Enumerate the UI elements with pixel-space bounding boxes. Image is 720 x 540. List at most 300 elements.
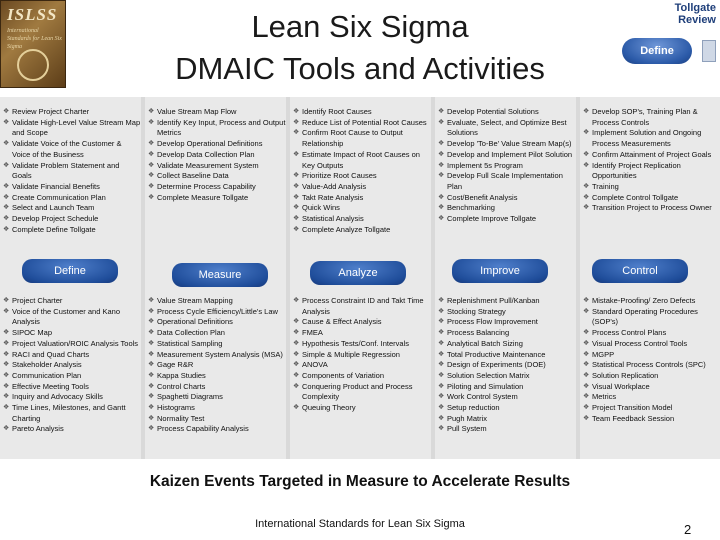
item-text: Process Cycle Efficiency/Little's Law: [157, 306, 278, 316]
bullet-icon: ❖: [438, 361, 445, 369]
title-line-1: Lean Six Sigma: [251, 9, 469, 44]
item-text: Cost/Benefit Analysis: [447, 192, 518, 202]
item-text: Mistake-Proofing/ Zero Defects: [592, 296, 696, 305]
item-text: Identify Project Replication Opportunities: [592, 160, 681, 181]
bullet-icon: ❖: [148, 182, 155, 190]
item-text: Components of Variation: [302, 370, 384, 380]
bullet-icon: ❖: [293, 329, 300, 337]
activity-item: [3, 182, 141, 193]
bullet-icon: ❖: [583, 182, 590, 190]
analyze-tools: [293, 296, 431, 414]
activity-item: [438, 107, 576, 118]
item-text: ANOVA: [302, 360, 328, 370]
bullet-icon: ❖: [293, 182, 300, 190]
tool-item: [438, 414, 576, 425]
bullet-icon: ❖: [583, 414, 590, 422]
item-text: Identify Root Causes: [302, 107, 372, 116]
define-activities: [3, 107, 141, 235]
item-text: Validate Financial Benefits: [12, 181, 100, 191]
phase-define-button[interactable]: Define: [22, 259, 118, 283]
page-number: 2: [684, 522, 692, 537]
bullet-icon: ❖: [293, 350, 300, 358]
bullet-icon: ❖: [3, 118, 10, 126]
item-text: Time Lines, Milestones, and Gantt Charting: [12, 403, 126, 423]
activity-item: [148, 193, 286, 204]
item-text: Review Project Charter: [12, 107, 90, 116]
bullet-icon: ❖: [148, 193, 155, 201]
tool-item: [3, 392, 141, 403]
bullet-icon: ❖: [3, 307, 10, 315]
item-text: Effective Meeting Tools: [12, 381, 89, 391]
activity-item: [3, 107, 141, 118]
item-text: Develop and Implement Pilot Solution: [447, 149, 573, 159]
bullet-icon: ❖: [438, 161, 445, 169]
item-text: Evaluate, Select, and Optimize Best Solutions: [447, 117, 567, 138]
footer-text: International Standards for Lean Six Sigma: [255, 518, 465, 530]
tool-item: [148, 339, 286, 350]
tool-item: [438, 382, 576, 393]
item-text: Queuing Theory: [302, 403, 356, 413]
bullet-icon: ❖: [3, 182, 10, 190]
bullet-icon: ❖: [438, 382, 445, 390]
bullet-icon: ❖: [438, 393, 445, 401]
item-text: Determine Process Capability: [157, 181, 256, 191]
bullet-icon: ❖: [293, 108, 300, 115]
item-text: Complete Measure Tollgate: [157, 192, 249, 202]
item-text: Voice of the Customer and Kano Analysis: [12, 306, 120, 327]
bullet-icon: ❖: [3, 382, 10, 390]
phase-measure-button[interactable]: Measure: [172, 263, 268, 287]
improve-tools: [438, 296, 576, 435]
activity-item: [293, 150, 431, 171]
bullet-icon: ❖: [148, 118, 155, 126]
tool-item: [583, 307, 720, 328]
bullet-icon: ❖: [583, 204, 590, 212]
item-text: Validate Voice of the Customer & Voice of the Business: [12, 139, 122, 159]
activity-item: [583, 182, 720, 193]
bullet-icon: ❖: [438, 414, 445, 422]
item-text: Complete Control Tollgate: [592, 192, 679, 202]
tool-item: [293, 317, 431, 328]
activity-item: [148, 182, 286, 193]
bullet-icon: ❖: [148, 150, 155, 158]
activity-item: [148, 107, 286, 118]
define-tools: [3, 296, 141, 435]
item-text: Develop Data Collection Plan: [157, 149, 255, 159]
item-text: Pareto Analysis: [12, 424, 64, 434]
item-text: Communication Plan: [12, 370, 82, 380]
item-text: Project Charter: [12, 296, 63, 305]
phase-analyze-button[interactable]: Analyze: [310, 261, 406, 285]
tool-item: [148, 414, 286, 425]
bullet-icon: ❖: [3, 404, 10, 412]
bullet-icon: ❖: [438, 150, 445, 158]
tool-item: [148, 360, 286, 371]
tool-item: [3, 296, 141, 307]
tool-item: [438, 328, 576, 339]
tool-item: [583, 328, 720, 339]
bullet-icon: ❖: [3, 329, 10, 337]
tollgate-review-label: [612, 2, 716, 26]
tool-item: [583, 414, 720, 425]
bullet-icon: ❖: [293, 193, 300, 201]
item-text: Pull System: [447, 424, 487, 434]
item-text: Team Feedback Session: [592, 413, 675, 423]
activity-item: [293, 193, 431, 204]
tool-item: [3, 307, 141, 328]
bullet-icon: ❖: [438, 297, 445, 304]
logo-tagline: International Standards for Lean Six Sigma: [7, 28, 62, 50]
bullet-icon: ❖: [293, 118, 300, 126]
bullet-icon: ❖: [583, 339, 590, 347]
tool-item: [293, 296, 431, 317]
item-text: Solution Replication: [592, 370, 659, 380]
bullet-icon: ❖: [148, 108, 155, 115]
activity-item: [583, 193, 720, 204]
control-activities: [583, 107, 720, 214]
tool-item: [293, 360, 431, 371]
item-text: Develop Project Schedule: [12, 214, 99, 224]
activity-item: [293, 118, 431, 129]
bullet-icon: ❖: [293, 297, 300, 304]
item-text: Histograms: [157, 403, 195, 413]
bullet-icon: ❖: [583, 307, 590, 315]
item-text: Training: [592, 181, 619, 191]
activity-item: [438, 193, 576, 204]
item-text: Validate High-Level Value Stream Map and Scope: [12, 117, 141, 138]
activity-item: [438, 214, 576, 225]
bullet-icon: ❖: [293, 204, 300, 212]
activity-item: [3, 225, 141, 236]
item-text: Estimate Impact of Root Causes on Key Outputs: [302, 149, 420, 170]
tool-item: [3, 350, 141, 361]
phase-control-button[interactable]: Control: [592, 259, 688, 283]
tool-item: [438, 296, 576, 307]
item-text: Inquiry and Advocacy Skills: [12, 392, 103, 402]
bullet-icon: ❖: [293, 318, 300, 326]
activity-item: [3, 214, 141, 225]
title-line-2: DMAIC Tools and Activities: [175, 51, 545, 86]
tool-item: [148, 382, 286, 393]
tool-item: [583, 371, 720, 382]
item-text: Piloting and Simulation: [447, 381, 524, 391]
bullet-icon: ❖: [148, 140, 155, 148]
tool-item: [438, 350, 576, 361]
bullet-icon: ❖: [3, 108, 10, 115]
tool-item: [148, 350, 286, 361]
bullet-icon: ❖: [583, 382, 590, 390]
measure-activities: [148, 107, 286, 203]
item-text: Visual Process Control Tools: [592, 338, 688, 348]
item-text: MGPP: [592, 349, 615, 359]
bullet-icon: ❖: [148, 329, 155, 337]
bullet-icon: ❖: [438, 140, 445, 148]
bullet-icon: ❖: [293, 371, 300, 379]
bullet-icon: ❖: [148, 393, 155, 401]
bullet-icon: ❖: [293, 339, 300, 347]
item-text: Statistical Process Controls (SPC): [592, 360, 706, 370]
item-text: Develop 'To-Be' Value Stream Map(s): [447, 139, 572, 149]
activity-item: [583, 150, 720, 161]
item-text: SIPOC Map: [12, 328, 53, 338]
tool-item: [148, 403, 286, 414]
bullet-icon: ❖: [293, 404, 300, 412]
bullet-icon: ❖: [438, 318, 445, 326]
slide-title: [100, 6, 620, 90]
tool-item: [438, 339, 576, 350]
activity-item: [438, 171, 576, 192]
item-text: Analytical Batch Sizing: [447, 338, 523, 348]
item-text: Metrics: [592, 392, 617, 402]
item-text: Value Stream Map Flow: [157, 107, 237, 116]
tool-item: [583, 296, 720, 307]
item-text: Process Balancing: [447, 328, 510, 338]
item-text: Quick Wins: [302, 203, 340, 213]
bullet-icon: ❖: [3, 297, 10, 304]
tool-item: [148, 296, 286, 307]
activity-item: [438, 139, 576, 150]
activity-item: [3, 161, 141, 182]
item-text: Process Flow Improvement: [447, 317, 538, 327]
item-text: Identify Key Input, Process and Output Metrics: [157, 117, 286, 138]
bullet-icon: ❖: [3, 140, 10, 148]
item-text: Control Charts: [157, 381, 206, 391]
bullet-icon: ❖: [438, 118, 445, 126]
bullet-icon: ❖: [148, 318, 155, 326]
item-text: Collect Baseline Data: [157, 171, 229, 181]
item-text: Implement Solution and Ongoing Process Measurements: [592, 128, 702, 149]
item-text: Validate Problem Statement and Goals: [12, 160, 120, 181]
bullet-icon: ❖: [293, 361, 300, 369]
tool-item: [293, 350, 431, 361]
bullet-icon: ❖: [148, 361, 155, 369]
bullet-icon: ❖: [583, 129, 590, 137]
bullet-icon: ❖: [438, 339, 445, 347]
item-text: Measurement System Analysis (MSA): [157, 349, 283, 359]
activity-item: [3, 193, 141, 204]
item-text: Reduce List of Potential Root Causes: [302, 117, 427, 127]
bullet-icon: ❖: [583, 108, 590, 115]
bullet-icon: ❖: [148, 404, 155, 412]
item-text: Process Constraint ID and Takt Time Analysis: [302, 296, 424, 316]
item-text: Confirm Root Cause to Output Relationship: [302, 128, 403, 149]
item-text: Process Capability Analysis: [157, 424, 249, 434]
tool-item: [583, 382, 720, 393]
activity-item: [293, 225, 431, 236]
bullet-icon: ❖: [583, 361, 590, 369]
tool-item: [3, 360, 141, 371]
activity-item: [148, 118, 286, 139]
tool-item: [583, 350, 720, 361]
tool-item: [438, 317, 576, 328]
tool-item: [438, 307, 576, 318]
tool-item: [583, 339, 720, 350]
activity-item: [583, 161, 720, 182]
activity-item: [3, 118, 141, 139]
bullet-icon: ❖: [148, 350, 155, 358]
bullet-icon: ❖: [293, 215, 300, 223]
tool-item: [293, 382, 431, 403]
bullet-icon: ❖: [3, 193, 10, 201]
kaizen-banner: Kaizen Events Targeted in Measure to Accelerate Results: [149, 473, 571, 490]
bullet-icon: ❖: [583, 350, 590, 358]
bullet-icon: ❖: [3, 161, 10, 169]
bullet-icon: ❖: [3, 215, 10, 223]
item-text: Develop SOP's, Training Plan & Process Controls: [592, 107, 698, 127]
bullet-icon: ❖: [438, 215, 445, 223]
item-text: Implement 5s Program: [447, 160, 523, 170]
item-text: Statistical Sampling: [157, 338, 223, 348]
item-text: Normality Test: [157, 413, 205, 423]
tool-item: [438, 371, 576, 382]
item-text: Develop Potential Solutions: [447, 107, 539, 116]
item-text: Takt Rate Analysis: [302, 192, 364, 202]
tool-item: [148, 424, 286, 435]
tool-item: [3, 371, 141, 382]
item-text: Stakeholder Analysis: [12, 360, 82, 370]
item-text: Complete Improve Tollgate: [447, 214, 537, 224]
item-text: Complete Define Tollgate: [12, 224, 96, 234]
item-text: RACI and Quad Charts: [12, 349, 90, 359]
item-text: Confirm Attainment of Project Goals: [592, 149, 712, 159]
bullet-icon: ❖: [583, 150, 590, 158]
activity-item: [293, 128, 431, 149]
item-text: Statistical Analysis: [302, 214, 364, 224]
tool-item: [148, 307, 286, 318]
item-text: Gage R&R: [157, 360, 194, 370]
tollgate-stage-button[interactable]: Define: [622, 38, 692, 64]
bullet-icon: ❖: [438, 307, 445, 315]
tool-item: [3, 328, 141, 339]
item-text: Operational Definitions: [157, 317, 233, 327]
activity-item: [148, 150, 286, 161]
item-text: Visual Workplace: [592, 381, 650, 391]
item-text: Develop Full Scale Implementation Plan: [447, 171, 563, 191]
bullet-icon: ❖: [148, 297, 155, 304]
tool-item: [3, 339, 141, 350]
activity-item: [583, 128, 720, 149]
activity-item: [148, 161, 286, 172]
item-text: Create Communication Plan: [12, 192, 106, 202]
activity-item: [293, 182, 431, 193]
tool-item: [438, 424, 576, 435]
tool-item: [148, 392, 286, 403]
bullet-icon: ❖: [3, 204, 10, 212]
bullet-icon: ❖: [583, 329, 590, 337]
bullet-icon: ❖: [3, 371, 10, 379]
islss-logo: [0, 0, 66, 88]
item-text: Prioritize Root Causes: [302, 171, 377, 181]
bullet-icon: ❖: [148, 414, 155, 422]
bullet-icon: ❖: [148, 371, 155, 379]
item-text: Value-Add Analysis: [302, 181, 367, 191]
bullet-icon: ❖: [438, 172, 445, 180]
item-text: Cause & Effect Analysis: [302, 317, 382, 327]
activity-item: [293, 203, 431, 214]
document-icon: [702, 40, 716, 62]
tool-item: [3, 424, 141, 435]
measure-tools: [148, 296, 286, 435]
item-text: Value Stream Mapping: [157, 296, 233, 305]
item-text: Stocking Strategy: [447, 306, 506, 316]
bullet-icon: ❖: [3, 425, 10, 433]
logo-seal-icon: [17, 49, 49, 81]
tool-item: [3, 403, 141, 424]
bullet-icon: ❖: [3, 350, 10, 358]
bullet-icon: ❖: [148, 382, 155, 390]
item-text: Simple & Multiple Regression: [302, 349, 400, 359]
tool-item: [583, 360, 720, 371]
bullet-icon: ❖: [293, 382, 300, 390]
item-text: Project Transition Model: [592, 403, 673, 413]
tool-item: [438, 403, 576, 414]
activity-item: [293, 107, 431, 118]
bullet-icon: ❖: [583, 161, 590, 169]
bullet-icon: ❖: [148, 307, 155, 315]
activity-item: [293, 171, 431, 182]
bullet-icon: ❖: [148, 161, 155, 169]
bullet-icon: ❖: [3, 393, 10, 401]
tool-item: [293, 328, 431, 339]
item-text: Total Productive Maintenance: [447, 349, 546, 359]
tollgate-review-badge: [612, 0, 720, 92]
item-text: Hypothesis Tests/Conf. Intervals: [302, 338, 409, 348]
tool-item: [438, 360, 576, 371]
bullet-icon: ❖: [3, 361, 10, 369]
activity-item: [438, 118, 576, 139]
item-text: Work Control System: [447, 392, 518, 402]
bullet-icon: ❖: [293, 172, 300, 180]
tool-item: [293, 403, 431, 414]
bullet-icon: ❖: [438, 425, 445, 433]
control-tools: [583, 296, 720, 424]
phase-improve-button[interactable]: Improve: [452, 259, 548, 283]
item-text: Validate Measurement System: [157, 160, 259, 170]
tool-item: [293, 339, 431, 350]
item-text: Solution Selection Matrix: [447, 370, 530, 380]
activity-item: [148, 139, 286, 150]
item-text: Pugh Matrix: [447, 413, 488, 423]
bullet-icon: ❖: [148, 172, 155, 180]
analyze-activities: [293, 107, 431, 235]
bullet-icon: ❖: [293, 225, 300, 233]
activity-item: [148, 171, 286, 182]
dmaic-grid: [0, 97, 720, 459]
item-text: Complete Analyze Tollgate: [302, 224, 391, 234]
bullet-icon: ❖: [3, 225, 10, 233]
bullet-icon: ❖: [583, 371, 590, 379]
item-text: Process Control Plans: [592, 328, 667, 338]
bullet-icon: ❖: [438, 404, 445, 412]
bullet-icon: ❖: [148, 339, 155, 347]
bullet-icon: ❖: [438, 108, 445, 115]
bullet-icon: ❖: [438, 193, 445, 201]
item-text: Standard Operating Procedures (SOP's): [592, 306, 698, 327]
bullet-icon: ❖: [293, 129, 300, 137]
item-text: Develop Operational Definitions: [157, 139, 263, 149]
bullet-icon: ❖: [583, 404, 590, 412]
activity-item: [438, 203, 576, 214]
item-text: Design of Experiments (DOE): [447, 360, 546, 370]
bullet-icon: ❖: [438, 204, 445, 212]
item-text: Transition Project to Process Owner: [592, 203, 712, 213]
bullet-icon: ❖: [3, 339, 10, 347]
bullet-icon: ❖: [583, 393, 590, 401]
bullet-icon: ❖: [438, 371, 445, 379]
item-text: Setup reduction: [447, 403, 500, 413]
tool-item: [293, 371, 431, 382]
bullet-icon: ❖: [438, 350, 445, 358]
